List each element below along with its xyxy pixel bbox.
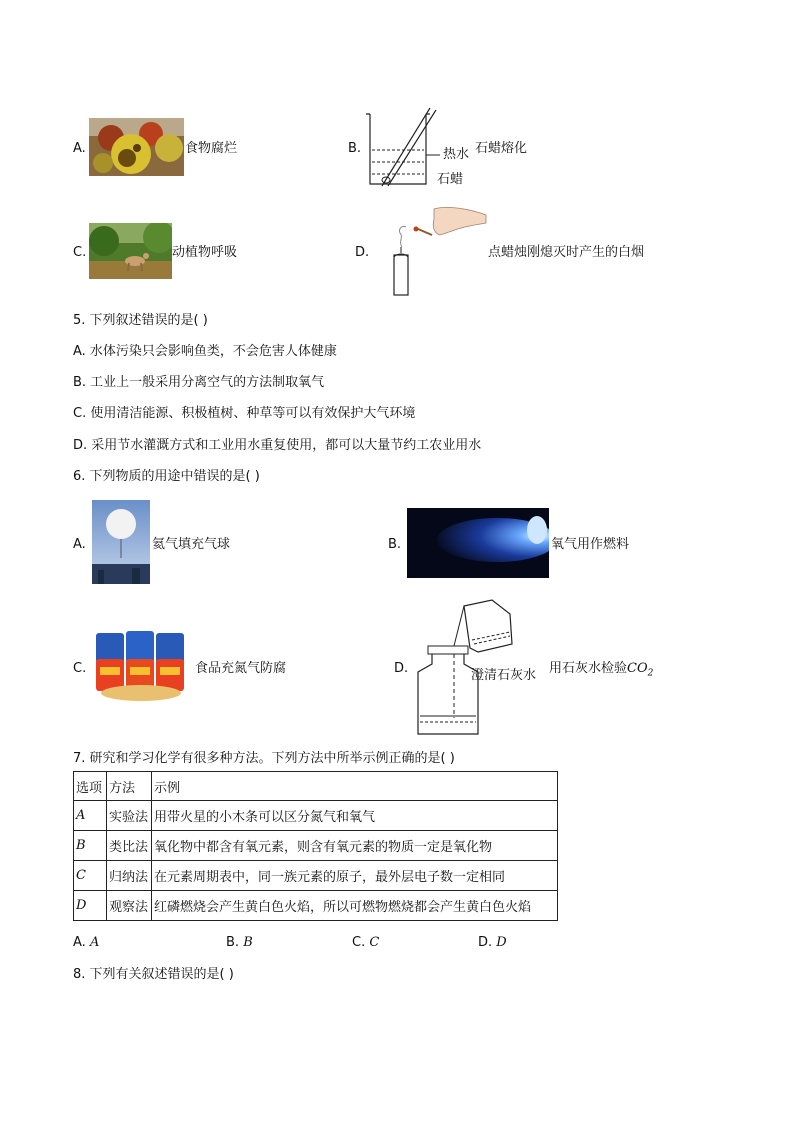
rotten-fruit-photo [89, 118, 184, 176]
q4-option-c-text: 动植物呼吸 [172, 245, 238, 260]
table-row [74, 831, 558, 861]
row-example: 在元素周期表中，同一族元素的原子，最外层电子数一定相同 [152, 861, 558, 891]
row-option: C [74, 861, 107, 891]
table-row [74, 891, 558, 921]
q7-choice-b: B. B [226, 935, 253, 950]
row-option: B [74, 831, 107, 861]
row-example: 用带火星的小木条可以区分氮气和氧气 [152, 801, 558, 831]
q5-stem: 5. 下列叙述错误的是( ) [73, 313, 208, 328]
row-example: 红磷燃烧会产生黄白色火焰，所以可燃物燃烧都会产生黄白色火焰 [152, 891, 558, 921]
q6-option-b-label: B. [388, 537, 402, 552]
blue-flame-photo [407, 508, 549, 578]
q7-choice-d: D. D [478, 935, 507, 950]
q4-option-b-text: 石蜡熔化 [475, 141, 528, 156]
paraffin-label: 石蜡 [437, 172, 464, 187]
q4-option-d-label: D. [355, 245, 370, 260]
header-method: 方法 [107, 772, 152, 801]
q5-option-c: C. 使用清洁能源、积极植树、种草等可以有效保护大气环境 [73, 406, 416, 421]
q6-option-a-label: A. [73, 537, 86, 552]
q6-option-d-text: 用石灰水检验$CO_2$ [549, 661, 654, 679]
q6-option-c-text: 食品充氮气防腐 [195, 661, 287, 676]
row-method: 观察法 [107, 891, 152, 921]
limewater-label: 澄清石灰水 [471, 668, 537, 683]
q4-option-a-label: A. [73, 141, 86, 156]
q7-choice-c: C. C [352, 935, 380, 950]
co2-formula: $CO_2$ [627, 661, 654, 679]
header-option: 选项 [74, 772, 107, 801]
q4-option-c-label: C. [73, 245, 87, 260]
plants-animals-photo [89, 223, 172, 279]
q6-option-b-text: 氧气用作燃料 [551, 537, 630, 552]
table-row [74, 861, 558, 891]
row-method: 类比法 [107, 831, 152, 861]
q6-option-a-text: 氦气填充气球 [152, 537, 231, 552]
q8-stem: 8. 下列有关叙述错误的是( ) [73, 967, 234, 982]
row-method: 实验法 [107, 801, 152, 831]
table-header-row [74, 772, 558, 801]
food-packages-photo [94, 629, 188, 702]
header-example: 示例 [152, 772, 558, 801]
q4-option-a-text: 食物腐烂 [185, 141, 238, 156]
limewater-test-diagram [414, 598, 516, 736]
row-method: 归纳法 [107, 861, 152, 891]
extinguished-candle-diagram [388, 205, 488, 297]
row-example: 氧化物中都含有氧元素，则含有氧元素的物质一定是氧化物 [152, 831, 558, 861]
balloon-photo [92, 500, 150, 584]
table-row [74, 801, 558, 831]
row-option: D [74, 891, 107, 921]
q6-option-c-label: C. [73, 661, 87, 676]
q7-stem: 7. 研究和学习化学有很多种方法。下列方法中所举示例正确的是( ) [73, 751, 455, 766]
q7-methods-table [73, 771, 558, 921]
row-option: A [74, 801, 107, 831]
q4-option-d-text: 点蜡烛刚熄灭时产生的白烟 [488, 245, 645, 260]
hot-water-label: 热水 [443, 147, 470, 162]
q4-option-b-label: B. [348, 141, 362, 156]
q5-option-a: A. 水体污染只会影响鱼类，不会危害人体健康 [73, 344, 337, 359]
q7-choice-a: A. A [73, 935, 100, 950]
q6-option-d-label: D. [394, 661, 409, 676]
q5-option-b: B. 工业上一般采用分离空气的方法制取氧气 [73, 375, 325, 390]
q5-option-d: D. 采用节水灌溉方式和工业用水重复使用，都可以大量节约工农业用水 [73, 438, 482, 453]
q6-stem: 6. 下列物质的用途中错误的是( ) [73, 469, 260, 484]
beaker-paraffin-diagram [360, 106, 442, 190]
